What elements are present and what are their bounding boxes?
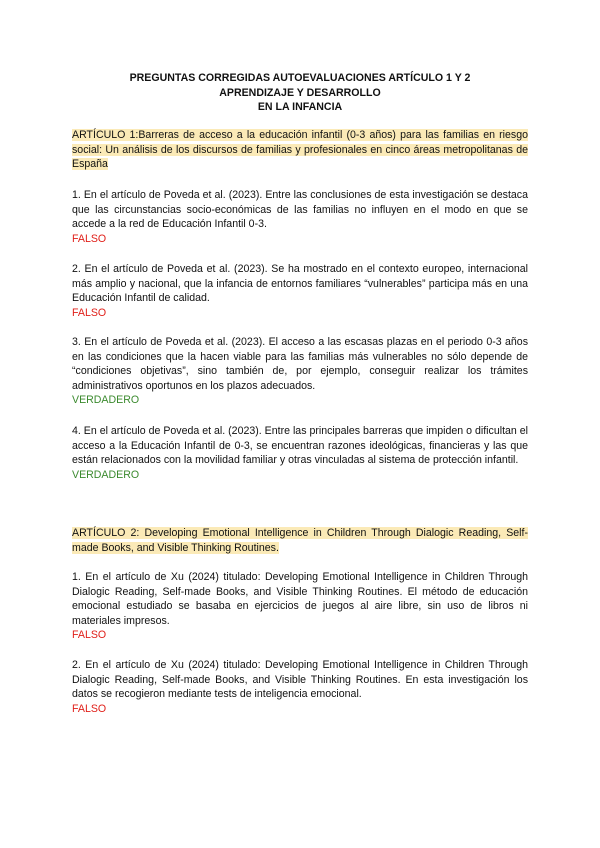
article-1-heading: ARTÍCULO 1:Barreras de acceso a la educación infantil (0-3 años) para las familias en riesgo social: Un análisis de los discursos de familias y profesionales en cinco áreas metropolitanas de España [72,129,528,171]
question-text: 1. En el artículo de Xu (2024) titulado: Developing Emotional Intelligence in Children Through Dialogic Reading, Self-made Books, and Visible Thinking Routines. El método de educación emocional estudiado se basaba en ejercicios de juegos al aire libre, sin uso de libros ni materiales impresos. [72,571,528,627]
article-1-question-4 [72,424,528,482]
question-text: 2. En el artículo de Poveda et al. (2023). Se ha mostrado en el contexto europeo, internacional más amplio y nacional, que la infancia de entornos familiares “vulnerables” participa más en una Educación Infantil de calidad. [72,263,528,305]
article-2-heading-block [72,526,528,555]
article-2-question-2 [72,658,528,716]
article-1-question-2 [72,262,528,320]
title-line-2: APRENDIZAJE Y DESARROLLO [219,86,381,99]
title-line-1: PREGUNTAS CORREGIDAS AUTOEVALUACIONES ARTÍCULO 1 Y 2 [129,72,471,84]
title-line-3: EN LA INFANCIA [257,101,343,113]
question-text: 1. En el artículo de Poveda et al. (2023). Entre las conclusiones de esta investigación se destaca que las circunstancias socio-económicas de las familias no influyen en el modo en que se accede a la red de Educación Infantil 0-3. [72,189,528,231]
answer-label: FALSO [72,232,107,245]
article-2-heading: ARTÍCULO 2: Developing Emotional Intelligence in Children Through Dialogic Reading, Self-made Books, and Visible Thinking Routines. [72,527,528,554]
answer-label: FALSO [72,702,107,715]
article-1-question-1 [72,188,528,246]
article-2-question-1 [72,570,528,643]
question-text: 3. En el artículo de Poveda et al. (2023). El acceso a las escasas plazas en el periodo 0-3 años en las condiciones que la hacen viable para las familias más vulnerables no sólo depende de “condiciones objetivas”, sino también de, por ejemplo, conseguir realizar los trámites administrativos oportunos en los plazos adecuados. [72,336,528,392]
answer-label: VERDADERO [72,468,140,481]
article-1-heading-block [72,128,528,172]
answer-label: FALSO [72,306,107,319]
question-text: 2. En el artículo de Xu (2024) titulado: Developing Emotional Intelligence in Children Through Dialogic Reading, Self-made Books, and Visible Thinking Routines. En esta investigación los datos se recogieron mediante tests de inteligencia emocional. [72,659,528,701]
answer-label: VERDADERO [72,394,140,407]
article-1-question-3 [72,335,528,408]
question-text: 4. En el artículo de Poveda et al. (2023). Entre las principales barreras que impiden o dificultan el acceso a la Educación Infantil de 0-3, se encuentran razones ideológicas, financieras y las que están relacionados con la movilidad familiar y otras vinculadas al sistema de protección infantil. [72,425,528,467]
answer-label: FALSO [72,629,107,642]
page-title [72,71,528,115]
